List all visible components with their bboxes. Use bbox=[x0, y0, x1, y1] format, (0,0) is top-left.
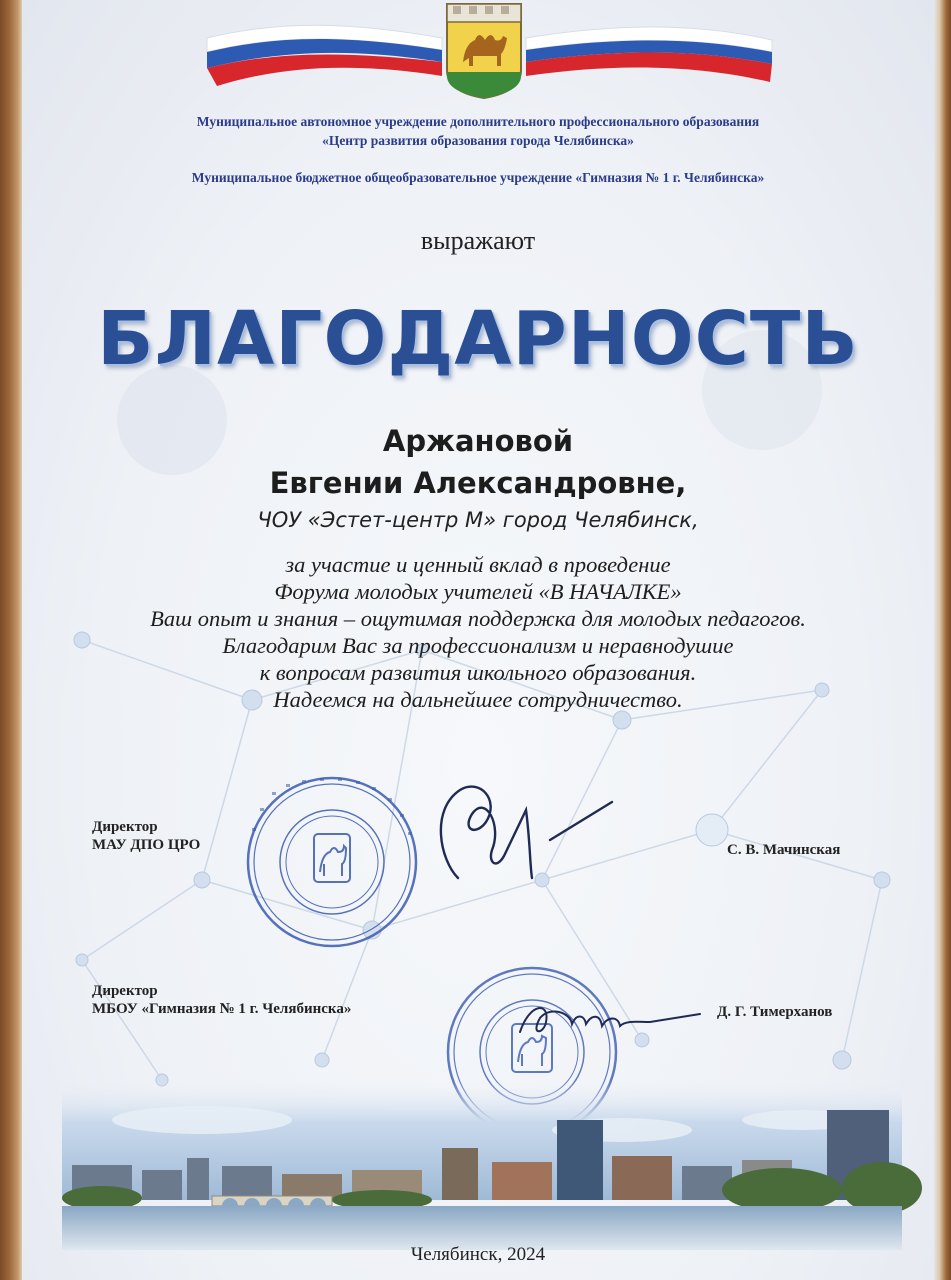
official-stamp-1 bbox=[242, 772, 422, 952]
body-line: Ваш опыт и знания – ощутимая поддержка для молодых педагогов. bbox=[150, 606, 806, 631]
certificate-sheet bbox=[22, 0, 934, 1280]
place-and-year: Челябинск, 2024 bbox=[410, 1244, 546, 1265]
organizer-1-line-2: «Центр развития образования города Челябинска» bbox=[322, 133, 634, 148]
signatory-2-name: Д. Г. Тимерханов bbox=[717, 1004, 833, 1020]
recipient-school: ЧОУ «Эстет-центр М» город Челябинск, bbox=[257, 508, 699, 532]
signatory-1-position bbox=[92, 818, 200, 854]
recipient-surname: Аржановой bbox=[382, 424, 574, 458]
body-line: за участие и ценный вклад в проведение bbox=[285, 552, 671, 577]
express-word: выражают bbox=[420, 226, 536, 255]
signatory-1-org: МАУ ДПО ЦРО bbox=[92, 837, 201, 853]
organizer-2: Муниципальное бюджетное общеобразовательное учреждение «Гимназия № 1 г. Челябинска» bbox=[191, 170, 765, 185]
signatory-2-title: Директор bbox=[92, 983, 158, 999]
body-line: Форума молодых учителей «В НАЧАЛКЕ» bbox=[274, 579, 682, 604]
body-line: Благодарим Вас за профессионализм и неравнодушие bbox=[222, 633, 734, 658]
handwritten-signature-1 bbox=[400, 770, 620, 890]
chelyabinsk-coat-of-arms-icon bbox=[443, 0, 525, 100]
handwritten-signature-2 bbox=[510, 992, 710, 1052]
signatory-2-position bbox=[92, 982, 351, 1018]
recipient-given-names: Евгении Александровне, bbox=[269, 466, 687, 500]
signatory-1-title: Директор bbox=[92, 819, 158, 835]
wooden-frame-right-edge bbox=[934, 0, 951, 1280]
body-line: Надеемся на дальнейшее сотрудничество. bbox=[273, 687, 683, 712]
certificate-title: БЛАГОДАРНОСТЬ bbox=[97, 296, 859, 382]
organizer-1 bbox=[22, 112, 934, 150]
chelyabinsk-city-panorama bbox=[22, 1070, 934, 1250]
signatory-2-org: МБОУ «Гимназия № 1 г. Челябинска» bbox=[92, 1001, 352, 1017]
certificate-body-text bbox=[22, 551, 934, 713]
signatory-1-name: С. В. Мачинская bbox=[727, 842, 841, 858]
body-line: к вопросам развития школьного образования. bbox=[259, 660, 697, 685]
organizer-1-line-1: Муниципальное автономное учреждение дополнительного профессионального образования bbox=[196, 114, 760, 129]
